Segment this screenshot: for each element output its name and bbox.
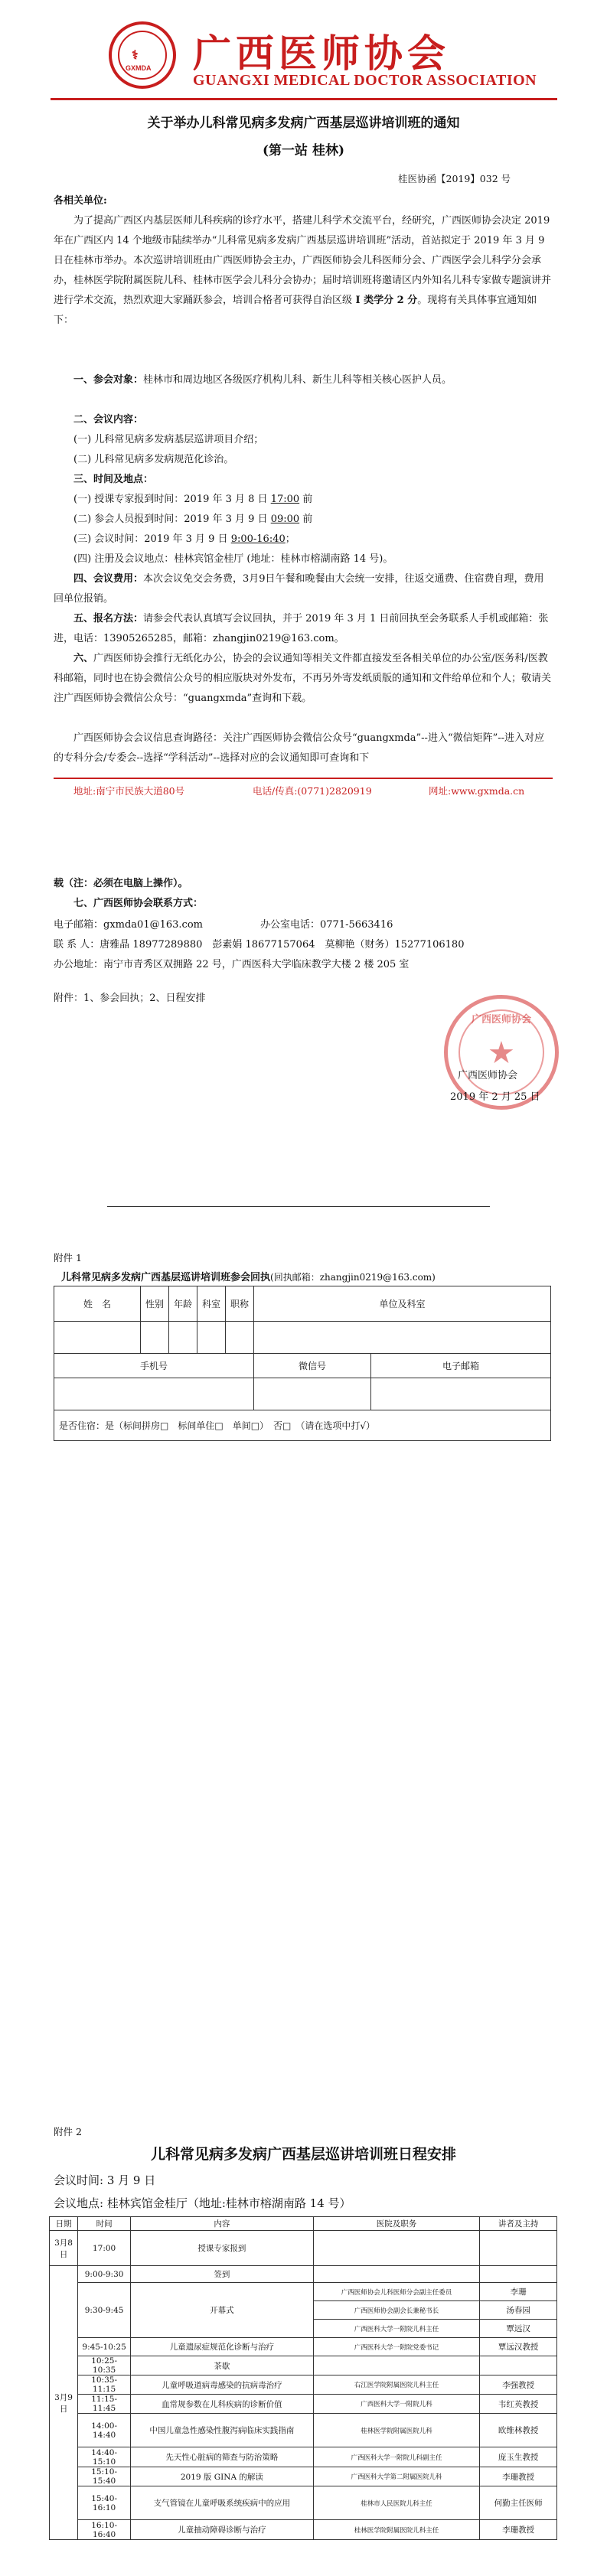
speaker-cell: 李珊教授 (480, 2467, 557, 2486)
schedule-venue: 会议地点: 桂林宾馆金桂厅（地址:桂林市榕湖南路 14 号） (54, 2196, 351, 2210)
org-cell (313, 2356, 479, 2375)
content-cell: 茶歇 (131, 2356, 314, 2375)
speaker-cell: 何勤主任医师 (480, 2486, 557, 2520)
registration-form (54, 1286, 551, 1441)
section-3-item: (四) 注册及会议地点：桂林宾馆金桂厅 (地址：桂林市榕湖南路 14 号)。 (73, 553, 393, 565)
time-cell: 11:15-11:45 (78, 2395, 131, 2414)
content-cell: 先天性心脏病的筛查与防治策略 (131, 2447, 314, 2467)
salutation: 各相关单位: (54, 195, 107, 207)
org-name-cn: 广西医师协会 (193, 31, 450, 76)
org-cell: 广西医科大学一附院儿科 (313, 2395, 479, 2414)
time-cell: 16:10-16:40 (78, 2520, 131, 2540)
phone-cell[interactable] (54, 1378, 254, 1410)
col-title: 职称 (226, 1286, 254, 1322)
content-cell: 开幕式 (131, 2283, 314, 2338)
col-gender: 性别 (141, 1286, 169, 1322)
content-cell: 授课专家报到 (131, 2231, 314, 2266)
age-cell[interactable] (169, 1322, 197, 1354)
time-cell: 9:00-9:30 (78, 2266, 131, 2283)
contact-persons: 联 系 人：唐雅晶 18977289880 彭素娟 18677157064 莫柳艳（财务）15277106180 (54, 939, 465, 951)
path-continuation: 载（注：必须在电脑上操作）。 (54, 878, 188, 889)
section-1: 一、参会对象：桂林市和周边地区各级医疗机构儿科、新生儿科等相关核心医护人员。 (73, 374, 452, 386)
org-cell: 广西医科大学一附院儿科主任 (313, 2320, 479, 2338)
content-cell: 儿童抽动障碍诊断与治疗 (131, 2520, 314, 2540)
section-3-item: (二) 参会人员报到时间：2019 年 3 月 9 日 09:00 前 (73, 514, 313, 525)
attachments-list: 附件：1、参会回执；2、日程安排 (54, 993, 206, 1004)
speaker-cell: 韦红英教授 (480, 2395, 557, 2414)
seal-text: 广西医师协会 (471, 1014, 531, 1026)
org-cell: 右江医学院附属医院儿科主任 (313, 2375, 479, 2395)
attachment1-title-row: 儿科常见病多发病广西基层巡讲培训班参会回执(回执邮箱：zhangjin0219@163.com) (61, 1272, 436, 1283)
contact-address: 办公地址：南宁市青秀区双拥路 22 号，广西医科大学临床教学大楼 2 楼 205 室 (54, 959, 410, 970)
dept-cell[interactable] (197, 1322, 226, 1354)
unit-cell[interactable] (254, 1322, 551, 1354)
speaker-cell (480, 2356, 557, 2375)
gender-cell[interactable] (141, 1322, 169, 1354)
speaker-cell: 汤春园 (480, 2301, 557, 2320)
footer-address: 地址:南宁市民族大道80号 (73, 785, 185, 797)
attachment2-label: 附件 2 (54, 2126, 82, 2137)
col-name: 姓 名 (54, 1286, 141, 1322)
col-email: 电子邮箱 (371, 1354, 551, 1378)
signature-org: 广西医师协会 (458, 1070, 518, 1081)
schedule-title: 儿科常见病多发病广西基层巡讲培训班日程安排 (150, 2146, 456, 2163)
org-cell: 广西医师协会儿科医师分会副主任委员 (313, 2283, 479, 2301)
col-dept: 科室 (197, 1286, 226, 1322)
contact-office-phone: 办公室电话：0771-5663416 (260, 919, 393, 931)
col-age: 年龄 (169, 1286, 197, 1322)
logo-inner-ring (118, 31, 167, 80)
content-cell: 签到 (131, 2266, 314, 2283)
header-date: 日期 (50, 2217, 78, 2231)
speaker-cell (480, 2231, 557, 2266)
lodging-row[interactable]: 是否住宿：是（标间拼房□ 标间单住□ 单间□） 否□ （请在选项中打√） (54, 1410, 551, 1441)
date-cell: 3月8日 (50, 2231, 78, 2266)
header-content: 内容 (131, 2217, 314, 2231)
section-2-item: (二) 儿科常见病多发病规范化诊治。 (73, 454, 234, 465)
speaker-cell: 李珊 (480, 2283, 557, 2301)
logo-emblem (109, 21, 176, 89)
email-cell[interactable] (371, 1378, 551, 1410)
page-divider (107, 1206, 490, 1207)
section-3-heading: 三、时间及地点： (73, 474, 154, 485)
header-org: 医院及职务 (313, 2217, 479, 2231)
speaker-cell: 欧维林教授 (480, 2414, 557, 2447)
caduceus-icon: ⚕ (132, 47, 139, 62)
org-name-en: GUANGXI MEDICAL DOCTOR ASSOCIATION (193, 72, 537, 89)
org-cell: 桂林医学院附属医院儿科 (313, 2414, 479, 2447)
notice-subtitle: (第一站 桂林) (262, 143, 344, 158)
header-divider (51, 98, 557, 100)
name-cell[interactable] (54, 1322, 141, 1354)
schedule-date: 会议时间: 3 月 9 日 (54, 2173, 156, 2187)
speaker-cell (480, 2266, 557, 2283)
signature-date: 2019 年 2 月 25 日 (450, 1091, 540, 1103)
section-5: 五、报名方法：请参会代表认真填写会议回执，并于 2019 年 3 月 1 日前回执至会务联系人手机或邮箱：张进，电话：13905265285，邮箱：zhangjin0219@163.com。 (54, 613, 549, 644)
org-cell: 桂林医学院附属医院儿科主任 (313, 2520, 479, 2540)
section-6: 六、广西医师协会推行无纸化办公，协会的会议通知等相关文件都直接发至各相关单位的办公室/医务科/医教科邮箱，同时也在协会微信公众号的相应版块对外发布，不再另外寄发纸质版的通知和文件给单位和个人；敬请关注广西医师协会微信公众号：“guangxmda”查询和下载。 (54, 653, 552, 704)
speaker-cell: 庞玉生教授 (480, 2447, 557, 2467)
footer-phone: 电话/传真:(0771)2820919 (253, 785, 372, 797)
time-cell: 15:10-15:40 (78, 2467, 131, 2486)
content-cell: 血常规参数在儿科疾病的诊断价值 (131, 2395, 314, 2414)
time-cell: 9:45-10:25 (78, 2338, 131, 2356)
content-cell: 中国儿童急性感染性腹泻病临床实践指南 (131, 2414, 314, 2447)
section-2-item: (一) 儿科常见病多发病基层巡讲项目介绍； (73, 434, 264, 445)
time-cell: 10:35-11:15 (78, 2375, 131, 2395)
section-4: 四、会议费用：本次会议免交会务费，3月9日午餐和晚餐由大会统一安排，往返交通费、住宿费自理，费用回单位报销。 (54, 573, 544, 605)
time-cell: 10:25-10:35 (78, 2356, 131, 2375)
speaker-cell: 覃远汉教授 (480, 2338, 557, 2356)
speaker-cell: 李强教授 (480, 2375, 557, 2395)
section-3-item: (三) 会议时间：2019 年 3 月 9 日 9:00-16:40； (73, 533, 295, 545)
time-cell: 9:30-9:45 (78, 2283, 131, 2338)
section-3-item: (一) 授课专家报到时间：2019 年 3 月 8 日 17:00 前 (73, 494, 313, 505)
org-cell: 广西医科大学一附院儿科副主任 (313, 2447, 479, 2467)
content-cell: 儿童遗尿症规范化诊断与治疗 (131, 2338, 314, 2356)
content-cell: 2019 版 GINA 的解读 (131, 2467, 314, 2486)
document-number: 桂医协函【2019】032 号 (398, 173, 511, 184)
footer-website: 网址:www.gxmda.cn (429, 785, 525, 797)
content-cell: 支气管镜在儿童呼吸系统疾病中的应用 (131, 2486, 314, 2520)
contact-email: 电子邮箱：gxmda01@163.com (54, 919, 203, 931)
title-cell[interactable] (226, 1322, 254, 1354)
time-cell: 14:40-15:10 (78, 2447, 131, 2467)
time-cell: 17:00 (78, 2231, 131, 2266)
time-cell: 14:00-14:40 (78, 2414, 131, 2447)
org-cell: 广西医师协会副会长兼秘书长 (313, 2301, 479, 2320)
org-cell (313, 2231, 479, 2266)
footer-divider (54, 778, 553, 779)
date-cell: 3月9日 (50, 2266, 78, 2540)
notice-title: 关于举办儿科常见病多发病广西基层巡讲培训班的通知 (147, 116, 460, 131)
org-cell: 广西医科大学第二附属医院儿科 (313, 2467, 479, 2486)
org-cell: 广西医科大学一附院党委书记 (313, 2338, 479, 2356)
logo-text: GXMDA (126, 64, 152, 72)
header-speaker: 讲者及主持 (480, 2217, 557, 2231)
seal-star-icon: ★ (488, 1035, 515, 1071)
time-cell: 15:40-16:10 (78, 2486, 131, 2520)
schedule-table (49, 2216, 557, 2540)
header-time: 时间 (78, 2217, 131, 2231)
content-cell: 儿童呼吸道病毒感染的抗病毒治疗 (131, 2375, 314, 2395)
section-6-path: 广西医师协会会议信息查询路径：关注广西医师协会微信公众号“guangxmda”--进入“微信矩阵”--进入对应的专科分会/专委会--选择“学科活动”--选择对应的会议通知即可查询和下 (54, 732, 545, 764)
intro-paragraph: 为了提高广西区内基层医师儿科疾病的诊疗水平，搭建儿科学术交流平台，经研究，广西医师协会决定 2019 年在广西区内 14 个地级市陆续举办“儿科常见病多发病广西基层巡讲培训班”活动，首站拟定于 2019 年 3 月 9 日在桂林市举办。本次巡讲培训班由广西医师协会主办，广西医师协会儿科医师分会、广西医学会儿科学分会承办，桂林医学院附属医院儿科、桂林市医学会儿科分会协办；届时培训班将邀请区内外知名儿科专家做专题演讲并进行学术交流，热烈欢迎大家踊跃参会，培训合格者可获得自治区级 I 类学分 2 分。现将有关具体事宜通知如下： (54, 215, 552, 326)
section-2-heading: 二、会议内容： (73, 414, 144, 426)
speaker-cell: 覃远汉 (480, 2320, 557, 2338)
wechat-cell[interactable] (254, 1378, 371, 1410)
speaker-cell: 李珊教授 (480, 2520, 557, 2540)
col-wechat: 微信号 (254, 1354, 371, 1378)
col-unit: 单位及科室 (254, 1286, 551, 1322)
org-cell: 桂林市人民医院儿科主任 (313, 2486, 479, 2520)
org-cell (313, 2266, 479, 2283)
attachment1-label: 附件 1 (54, 1252, 82, 1264)
col-phone: 手机号 (54, 1354, 254, 1378)
section-7-heading: 七、广西医师协会联系方式： (73, 898, 204, 909)
